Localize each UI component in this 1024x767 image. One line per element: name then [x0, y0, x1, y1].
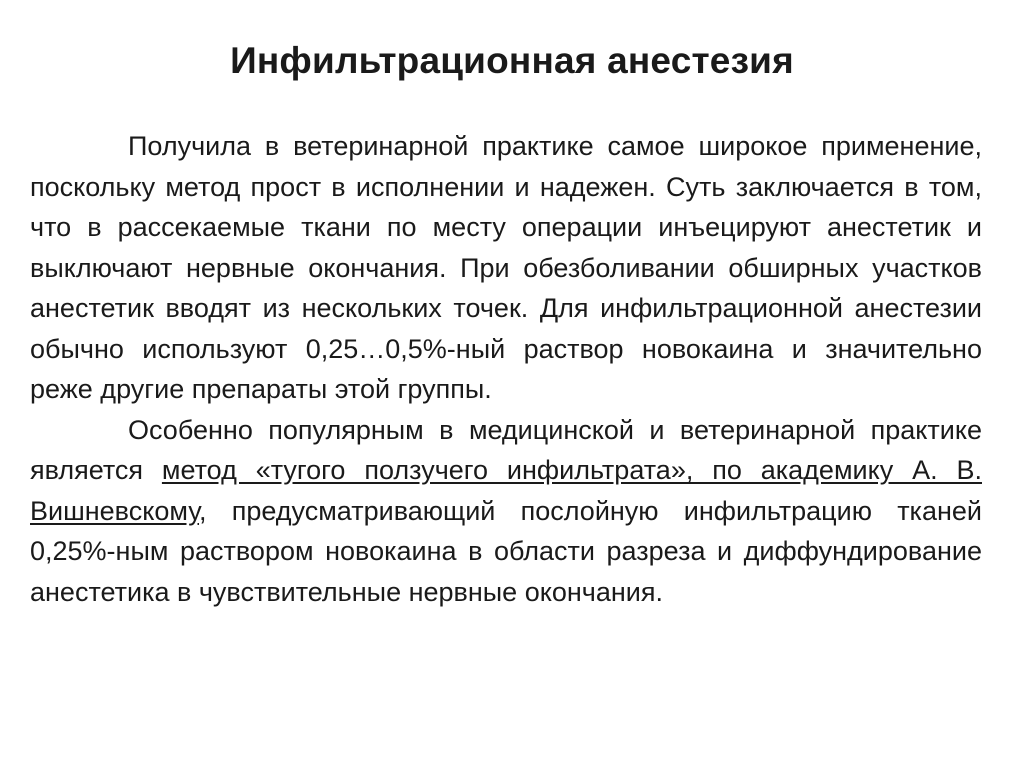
slide-body — [30, 126, 982, 612]
paragraph-2-rest: , предусматривающий послойную инфильтрацию тканей 0,25%-ным раствором новокаина в области разреза и диффундирование анестетика в чувствительные нервные окончания. — [30, 495, 982, 607]
slide-title: Инфильтрационная анестезия — [230, 40, 794, 81]
paragraph-2-intro: Особенно популярным в медицинской и ветеринарной практике является — [30, 414, 982, 485]
paragraph-2 — [30, 410, 982, 613]
vishnevsky-method-reference: метод «тугого ползучего инфильтрата», по академику А. В. Вишневскому — [30, 455, 982, 526]
paragraph-1: Получила в ветеринарной практике самое широкое применение, поскольку метод прост в исполнении и надежен. Суть заключается в том, что в рассекаемые ткани по месту операции инъецируют анестетик и выключают нервные окончания. При обезболивании обширных участков анестетик вводят из нескольких точек. Для инфильтрационной анестезии обычно используют 0,25…0,5%-ный раствор новокаина и значительно реже другие препараты этой группы. — [30, 131, 982, 404]
